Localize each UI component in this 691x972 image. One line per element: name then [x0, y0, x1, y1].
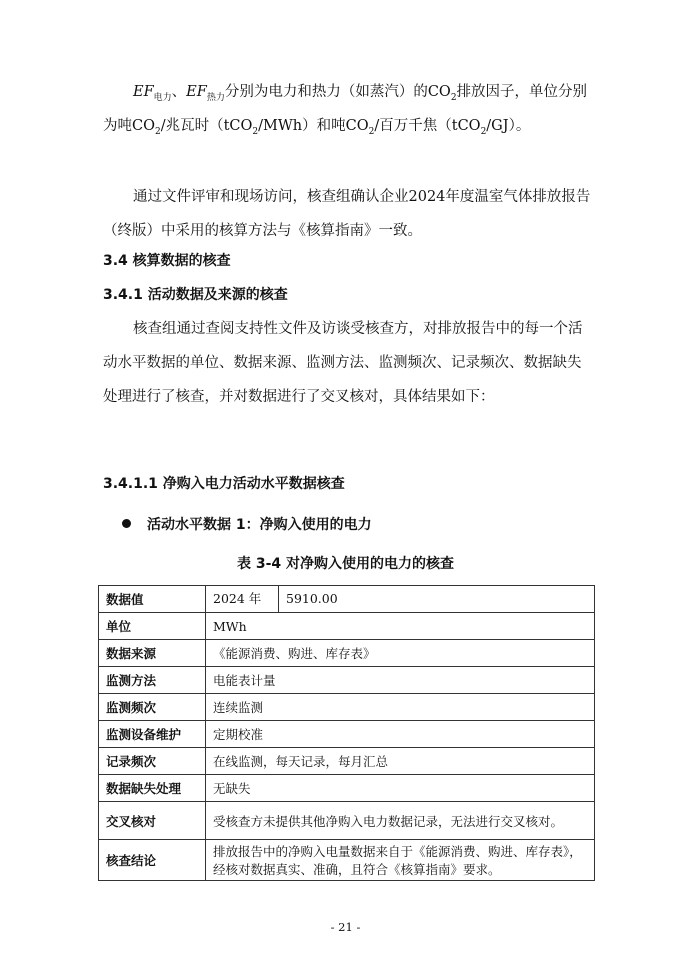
- verification-table: [98, 585, 595, 881]
- section-heading-3-4-1-1: 3.4.1.1 净购入电力活动水平数据核查: [103, 476, 345, 492]
- row-value: [206, 586, 595, 613]
- row-value: 电能表计量: [206, 667, 595, 694]
- row-value: MWh: [206, 613, 595, 640]
- ef-text-e: /百万千焦（tCO: [374, 118, 481, 134]
- row-label: 监测频次: [99, 694, 206, 721]
- row-label: 交叉核对: [99, 802, 206, 840]
- ef-sub-a: 2: [450, 92, 457, 103]
- table-row: [99, 640, 595, 667]
- table-row: [99, 694, 595, 721]
- ef-text-d: /MWh）和吨CO: [258, 118, 369, 134]
- table-row: [99, 586, 595, 613]
- ef-text-b: 排放因子，单位分别为吨CO: [103, 84, 588, 134]
- row-value: 在线监测，每天记录，每月汇总: [206, 748, 595, 775]
- ef-heat-sub: 热力: [206, 92, 225, 103]
- page-number: - 21 -: [330, 920, 361, 934]
- method-paragraph: 核查组通过查阅支持性文件及访谈受核查方，对排放报告中的每一个活动水平数据的单位、数据来源、监测方法、监测频次、记录频次、数据缺失处理进行了核查，并对数据进行了交叉核对，具体结果如下：: [103, 321, 583, 405]
- section-heading-3-4: 3.4 核算数据的核查: [103, 253, 231, 269]
- ef-electric-sub: 电力: [153, 92, 172, 103]
- row-value: 受核查方未提供其他净购入电力数据记录，无法进行交叉核对。: [206, 802, 595, 840]
- bullet-text: 活动水平数据 1：净购入使用的电力: [147, 517, 372, 533]
- ef-text-f: /GJ）。: [486, 118, 531, 134]
- table-row: [99, 802, 595, 840]
- row-label: 监测方法: [99, 667, 206, 694]
- ef-text-a: 分别为电力和热力（如蒸汽）的CO: [224, 84, 451, 100]
- ef-sub-b: 2: [154, 126, 161, 137]
- ef-electric: EF: [133, 84, 154, 100]
- table-row: [99, 667, 595, 694]
- row-value: 定期校准: [206, 721, 595, 748]
- ef-separator: 、: [171, 84, 187, 100]
- row-value: 排放报告中的净购入电量数据来自于《能源消费、购进、库存表》，经核对数据真实、准确，且符合《核算指南》要求。: [206, 840, 595, 881]
- row-label: 单位: [99, 613, 206, 640]
- row-value: 无缺失: [206, 775, 595, 802]
- year-cell: 2024 年: [213, 586, 279, 612]
- section-heading-3-4-1: 3.4.1 活动数据及来源的核查: [103, 287, 288, 303]
- bullet-dot-icon: [122, 519, 131, 528]
- emission-factor-paragraph: [103, 75, 591, 143]
- row-label: 核查结论: [99, 840, 206, 881]
- table-row: [99, 721, 595, 748]
- table-caption: 表 3-4 对净购入使用的电力的核查: [236, 556, 455, 572]
- value-cell: 5910.00: [286, 591, 338, 606]
- bullet-item: [122, 514, 372, 534]
- ef-text-c: /兆瓦时（tCO: [160, 118, 253, 134]
- row-label: 监测设备维护: [99, 721, 206, 748]
- confirm-paragraph: 通过文件评审和现场访问，核查组确认企业2024年度温室气体排放报告（终版）中采用的核算方法与《核算指南》一致。: [103, 189, 591, 239]
- row-label: 数据缺失处理: [99, 775, 206, 802]
- ef-heat: EF: [186, 84, 207, 100]
- row-value: 连续监测: [206, 694, 595, 721]
- row-label: 数据值: [99, 586, 206, 613]
- ef-sub-e: 2: [480, 126, 487, 137]
- ef-sub-d: 2: [368, 126, 375, 137]
- table-row: [99, 613, 595, 640]
- row-label: 数据来源: [99, 640, 206, 667]
- table-row: [99, 840, 595, 881]
- ef-sub-c: 2: [252, 126, 259, 137]
- table-row: [99, 748, 595, 775]
- table-row: [99, 775, 595, 802]
- row-value: 《能源消费、购进、库存表》: [206, 640, 595, 667]
- row-label: 记录频次: [99, 748, 206, 775]
